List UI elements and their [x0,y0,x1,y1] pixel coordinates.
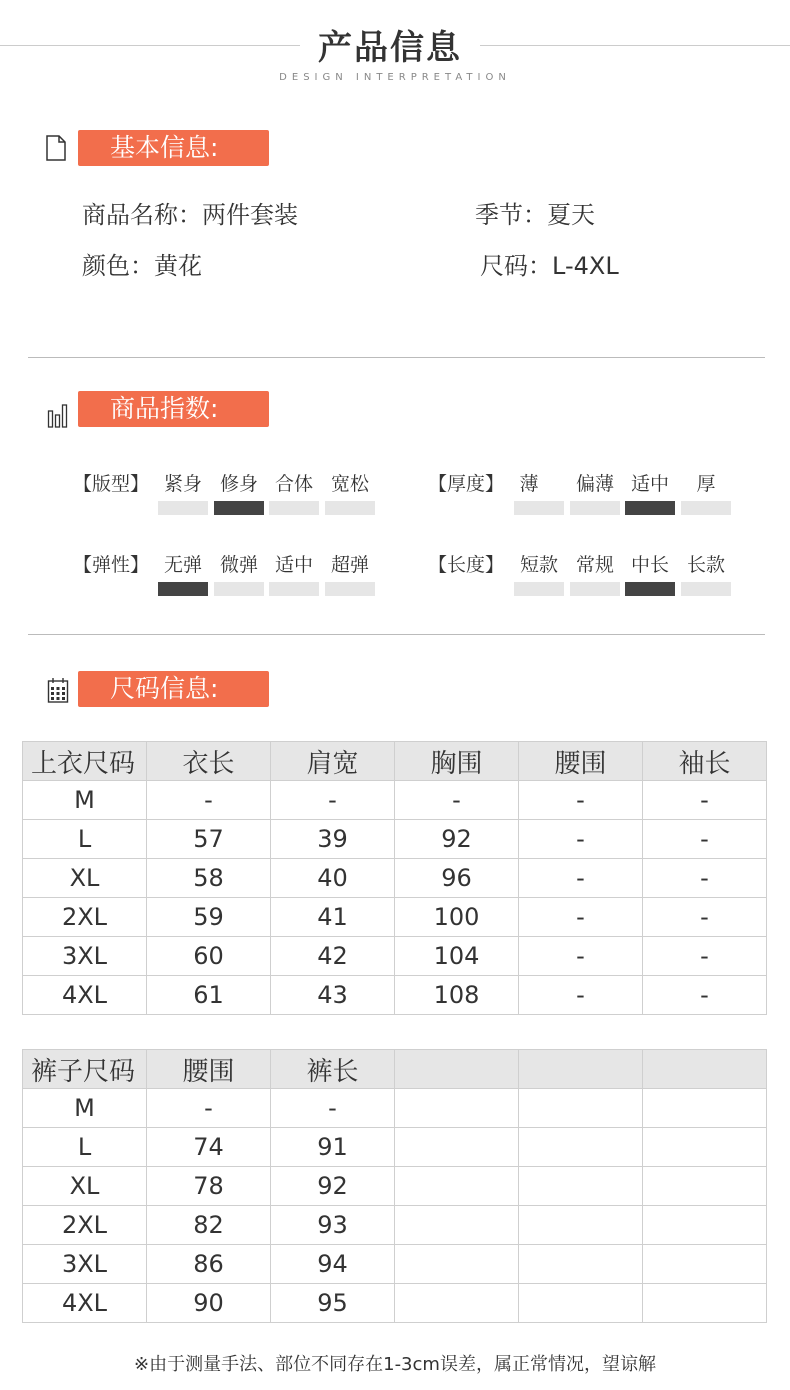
table-cell [395,1245,519,1284]
table-cell [519,1206,643,1245]
table-cell: - [643,937,767,976]
table-cell [643,1167,767,1206]
table-cell: 94 [271,1245,395,1284]
elasticity-bar [325,582,375,596]
table-cell: - [147,1089,271,1128]
season-label: 季节： [475,201,547,229]
table-cell: 90 [147,1284,271,1323]
table-cell [643,1245,767,1284]
header-line-right [480,45,790,46]
thickness-bar [570,501,620,515]
basic-info-badge: 基本信息: [78,130,269,166]
top-size-table [22,741,767,1015]
table-cell: - [519,820,643,859]
table-cell: 86 [147,1245,271,1284]
table-row [23,859,767,898]
elasticity-bar [214,582,264,596]
table-cell: 92 [395,820,519,859]
table-cell: 92 [271,1167,395,1206]
table-cell [395,1128,519,1167]
color-label: 颜色： [82,252,154,280]
calendar-icon [47,677,69,703]
table-row [23,898,767,937]
table-cell: 39 [271,820,395,859]
fit-bar [269,501,319,515]
table-cell [643,1206,767,1245]
table-header-cell: 肩宽 [271,742,395,781]
elasticity-label: 【弹性】 [73,554,150,576]
table-header-cell: 上衣尺码 [23,742,147,781]
fit-option: 合体 [274,473,313,495]
table-cell [519,1128,643,1167]
fit-bar [158,501,208,515]
thickness-bar [625,501,675,515]
table-cell: L [23,820,147,859]
thickness-bar [681,501,731,515]
fit-option: 修身 [219,473,258,495]
table-row [23,1128,767,1167]
table-cell: - [519,781,643,820]
table-cell: - [519,898,643,937]
table-cell: - [147,781,271,820]
table-cell [395,1167,519,1206]
length-bar [681,582,731,596]
table-cell: 60 [147,937,271,976]
table-cell: M [23,1089,147,1128]
table-cell: - [519,937,643,976]
table-header-row [23,1050,767,1089]
table-header-cell: 裤子尺码 [23,1050,147,1089]
document-icon [45,135,67,161]
table-cell: - [519,859,643,898]
table-cell: 78 [147,1167,271,1206]
size-info-badge: 尺码信息: [78,671,269,707]
fit-bar [325,501,375,515]
table-cell: 82 [147,1206,271,1245]
table-cell: - [395,781,519,820]
bar-chart-icon [47,402,69,428]
table-cell: 4XL [23,976,147,1015]
elasticity-option: 适中 [274,554,313,576]
color-value: 黄花 [154,252,202,280]
table-cell: - [643,820,767,859]
length-label: 【长度】 [428,554,505,576]
product-name-label: 商品名称： [82,201,202,229]
table-cell [519,1284,643,1323]
product-name-value: 两件套装 [202,201,298,229]
thickness-option: 适中 [630,473,669,495]
thickness-label: 【厚度】 [428,473,505,495]
page-subtitle: DESIGN INTERPRETATION [279,72,511,83]
table-row [23,820,767,859]
table-cell: 40 [271,859,395,898]
table-cell: 3XL [23,1245,147,1284]
size-range-label: 尺码： [480,252,552,280]
table-cell: 91 [271,1128,395,1167]
table-cell: XL [23,1167,147,1206]
table-cell [395,1206,519,1245]
table-header-cell [643,1050,767,1089]
pants-size-table [22,1049,767,1323]
table-cell [395,1284,519,1323]
table-header-cell [519,1050,643,1089]
length-bar [514,582,564,596]
table-cell: - [643,976,767,1015]
table-cell: 41 [271,898,395,937]
table-cell: 61 [147,976,271,1015]
measurement-note: ※由于测量手法、部位不同存在1-3cm误差，属正常情况，望谅解 [134,1354,656,1375]
table-cell: 108 [395,976,519,1015]
length-option: 常规 [575,554,614,576]
season-row [475,195,595,230]
table-cell: 3XL [23,937,147,976]
length-bar [570,582,620,596]
table-cell: 95 [271,1284,395,1323]
table-header-cell: 袖长 [643,742,767,781]
fit-bar [214,501,264,515]
table-cell [643,1128,767,1167]
table-row [23,1089,767,1128]
table-header-cell: 裤长 [271,1050,395,1089]
thickness-option: 薄 [519,473,539,495]
table-cell: - [643,781,767,820]
thickness-option: 厚 [696,473,716,495]
table-row [23,1167,767,1206]
table-header-cell [395,1050,519,1089]
product-name-row [82,195,298,230]
size-range-value: L-4XL [552,252,619,280]
thickness-option: 偏薄 [575,473,614,495]
table-cell: L [23,1128,147,1167]
fit-option: 紧身 [163,473,202,495]
table-cell: 58 [147,859,271,898]
table-header-cell: 腰围 [519,742,643,781]
table-cell: 57 [147,820,271,859]
table-cell: 100 [395,898,519,937]
table-cell: 4XL [23,1284,147,1323]
elasticity-option: 无弹 [163,554,202,576]
table-cell: 96 [395,859,519,898]
table-row [23,1245,767,1284]
table-cell [519,1245,643,1284]
table-cell: - [643,898,767,937]
table-header-cell: 胸围 [395,742,519,781]
table-cell [519,1167,643,1206]
product-index-badge: 商品指数: [78,391,269,427]
elasticity-bar [269,582,319,596]
elasticity-option: 超弹 [330,554,369,576]
table-row [23,1206,767,1245]
table-cell: 74 [147,1128,271,1167]
length-option: 中长 [630,554,669,576]
table-cell: 42 [271,937,395,976]
page-title: 产品信息 [318,28,462,68]
table-cell: 104 [395,937,519,976]
table-cell: - [643,859,767,898]
elasticity-option: 微弹 [219,554,258,576]
table-row [23,1284,767,1323]
divider [28,357,765,358]
table-header-cell: 衣长 [147,742,271,781]
table-cell [395,1089,519,1128]
table-cell: 59 [147,898,271,937]
table-cell [643,1284,767,1323]
thickness-bar [514,501,564,515]
table-cell: 2XL [23,898,147,937]
divider [28,634,765,635]
table-row [23,937,767,976]
table-header-row [23,742,767,781]
color-row [82,246,202,281]
table-cell: - [271,1089,395,1128]
table-row [23,976,767,1015]
page-header [0,0,790,110]
table-header-cell: 腰围 [147,1050,271,1089]
table-cell: - [271,781,395,820]
table-cell: 93 [271,1206,395,1245]
table-cell: - [519,976,643,1015]
length-bar [625,582,675,596]
table-cell: M [23,781,147,820]
table-cell [643,1089,767,1128]
table-cell: 43 [271,976,395,1015]
table-cell: XL [23,859,147,898]
length-option: 长款 [686,554,725,576]
size-range-row [480,246,619,281]
fit-label: 【版型】 [73,473,150,495]
table-cell [519,1089,643,1128]
length-option: 短款 [519,554,558,576]
season-value: 夏天 [547,201,595,229]
table-row [23,781,767,820]
table-cell: 2XL [23,1206,147,1245]
fit-option: 宽松 [330,473,369,495]
elasticity-bar [158,582,208,596]
header-line-left [0,45,300,46]
